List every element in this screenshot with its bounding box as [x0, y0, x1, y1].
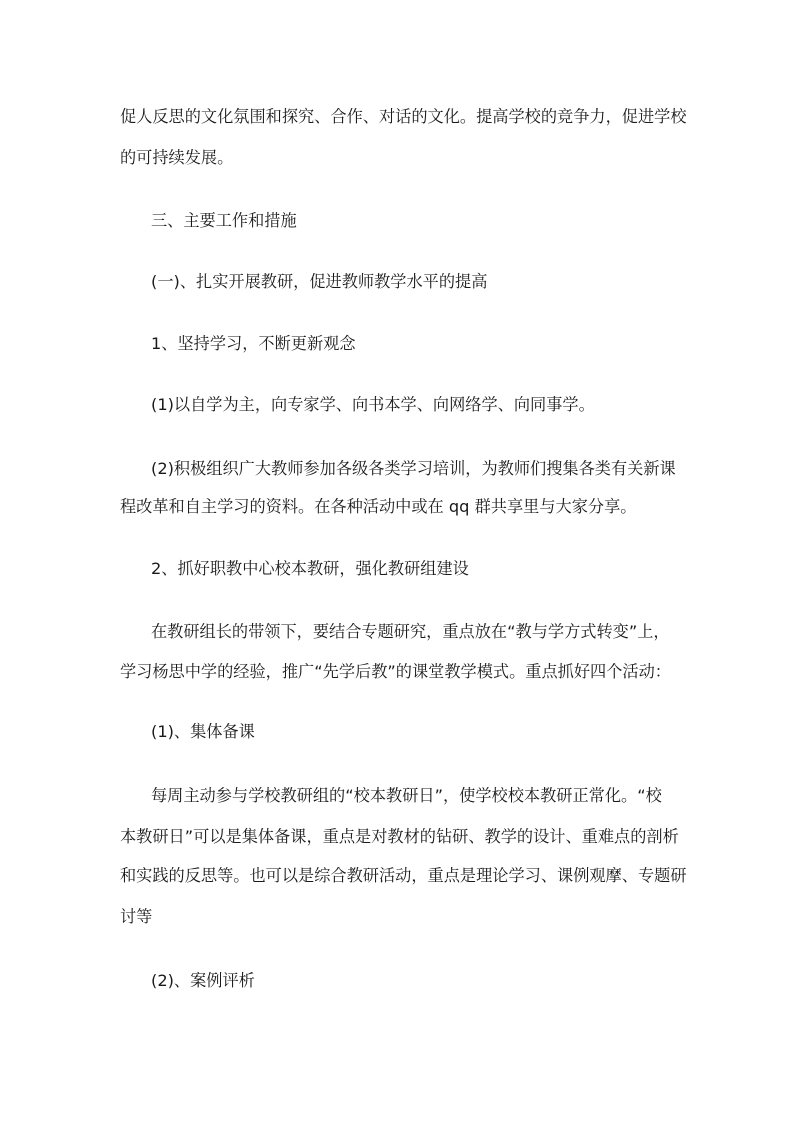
paragraph-line: 在教研组长的带领下，要结合专题研究，重点放在“教与学方式转变”上， — [151, 622, 670, 641]
paragraph-line: 每周主动参与学校教研组的“校本教研日”，使学校校本教研正常化。“校 — [151, 786, 662, 805]
paragraph-line: (2)积极组织广大教师参加各级各类学习培训，为教师们搜集各类有关新课 — [151, 459, 676, 478]
paragraph-line: 和实践的反思等。也可以是综合教研活动，重点是理论学习、课例观摩、专题研 — [120, 866, 687, 885]
section-heading: 三、主要工作和措施 — [151, 211, 297, 230]
paragraph-line: 程改革和自主学习的资料。在各种活动中或在 qq 群共享里与大家分享。 — [120, 497, 637, 516]
paragraph-line: (1)以自学为主，向专家学、向书本学、向网络学、向同事学。 — [151, 395, 595, 414]
item-heading: (1)、集体备课 — [151, 722, 255, 741]
paragraph-line: 学习杨思中学的经验，推广“先学后教”的课堂教学模式。重点抓好四个活动： — [120, 662, 671, 681]
paragraph-line: 促人反思的文化氛围和探究、合作、对话的文化。提高学校的竞争力，促进学校 — [120, 107, 687, 126]
item-heading: (2)、案例评析 — [151, 971, 255, 990]
paragraph-line: 讨等 — [120, 907, 153, 926]
item-heading: 1、坚持学习，不断更新观念 — [151, 334, 356, 353]
subsection-heading: (一)、扎实开展教研，促进教师教学水平的提高 — [151, 272, 488, 291]
paragraph-line: 的可持续发展。 — [120, 148, 234, 167]
paragraph-line: 本教研日”可以是集体备课，重点是对教材的钻研、教学的设计、重难点的剖析 — [120, 827, 679, 846]
item-heading: 2、抓好职教中心校本教研，强化教研组建设 — [151, 559, 469, 578]
